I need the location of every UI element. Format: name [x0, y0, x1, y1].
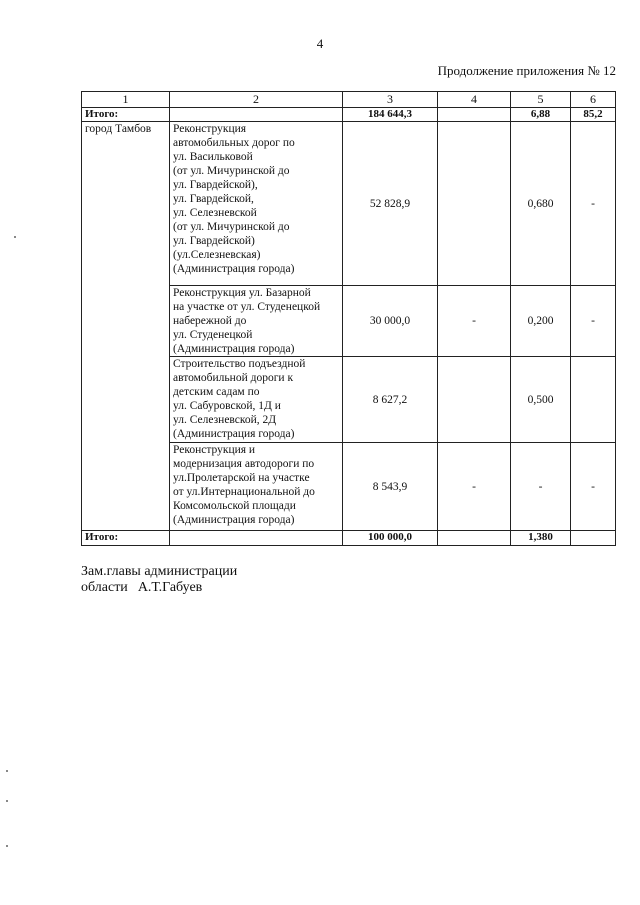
total-sum: 184 644,3 — [343, 107, 438, 121]
row-col4 — [438, 122, 511, 286]
row-cost: 52 828,9 — [343, 122, 438, 286]
header-cell: 3 — [343, 92, 438, 108]
total-length: 6,88 — [511, 107, 571, 121]
row-cost: 8 627,2 — [343, 357, 438, 443]
row-col4: - — [438, 286, 511, 357]
header-cell: 5 — [511, 92, 571, 108]
row-col4 — [438, 357, 511, 443]
row-col6 — [571, 357, 616, 443]
total-col4 — [438, 531, 511, 545]
row-cost: 8 543,9 — [343, 443, 438, 531]
description-line: ул.Пролетарской на участке — [173, 472, 310, 485]
appendix-note: Продолжение приложения № 12 — [437, 63, 616, 78]
description-line: (Администрация города) — [173, 428, 295, 441]
description-line: ул. Студенецкой — [173, 329, 253, 342]
total-col6 — [571, 531, 616, 545]
description-line: модернизация автодороги по — [173, 458, 315, 471]
signature-title: Зам.главы администрации — [81, 564, 238, 579]
total-sum: 100 000,0 — [343, 531, 438, 545]
signature-region: области — [81, 580, 128, 595]
description-line: (от ул. Мичуринской до — [173, 221, 290, 234]
row-length: 0,680 — [511, 122, 571, 286]
page-number: 4 — [316, 36, 324, 51]
description-line: (Администрация города) — [173, 263, 295, 276]
description-line: на участке от ул. Студенецкой — [173, 301, 321, 314]
header-cell: 1 — [82, 92, 170, 108]
scan-speck — [14, 236, 16, 238]
row-length: 0,500 — [511, 357, 571, 443]
description-line: ул. Гвардейской) — [173, 235, 255, 248]
description-line: Реконструкция — [173, 123, 247, 136]
description-line: ул. Гвардейской), — [173, 179, 258, 192]
row-length: - — [511, 443, 571, 531]
row-col4: - — [438, 443, 511, 531]
description-line: Реконструкция и — [173, 444, 256, 457]
total-length: 1,380 — [511, 531, 571, 545]
header-cell: 4 — [438, 92, 511, 108]
signature-block — [81, 564, 237, 596]
description-line: ул. Васильковой — [173, 151, 253, 164]
city-cell: город Тамбов — [82, 122, 170, 531]
description-line: детским садам по — [173, 386, 260, 399]
description-line: автомобильной дороги к — [173, 372, 294, 385]
description-line: ул. Сабуровской, 1Д и — [173, 400, 281, 413]
description-line: (ул.Селезневская) — [173, 249, 261, 262]
total-label: Итого: — [82, 531, 170, 545]
row-description — [170, 286, 343, 357]
description-line: ул. Селезневской, 2Д — [173, 414, 277, 427]
total-label: Итого: — [82, 107, 170, 121]
row-length: 0,200 — [511, 286, 571, 357]
total-col4 — [438, 107, 511, 121]
total-empty-cell — [170, 531, 343, 545]
row-cost: 30 000,0 — [343, 286, 438, 357]
signatory-name: А.Т.Габуев — [137, 580, 203, 595]
scan-speck — [6, 770, 8, 772]
row-description — [170, 122, 343, 286]
header-cell: 2 — [170, 92, 343, 108]
description-line: (Администрация города) — [173, 514, 295, 527]
header-row — [82, 92, 616, 108]
row-description — [170, 357, 343, 443]
description-line: ул. Гвардейской, — [173, 193, 254, 206]
description-line: (Администрация города) — [173, 343, 295, 356]
description-line: Строительство подъездной — [173, 358, 306, 371]
scan-speck — [6, 800, 8, 802]
signature-line — [81, 580, 237, 596]
row-col6: - — [571, 286, 616, 357]
description-line: ул. Селезневской — [173, 207, 257, 220]
description-line: Реконструкция ул. Базарной — [173, 287, 311, 300]
scan-speck — [6, 845, 8, 847]
description-line: от ул.Интернациональной до — [173, 486, 315, 499]
top-total-row — [82, 107, 616, 121]
total-col6: 85,2 — [571, 107, 616, 121]
row-description — [170, 443, 343, 531]
header-cell: 6 — [571, 92, 616, 108]
description-line: автомобильных дорог по — [173, 137, 295, 150]
bottom-total-row — [82, 531, 616, 545]
description-line: Комсомольской площади — [173, 500, 296, 513]
row-col6: - — [571, 122, 616, 286]
description-line: набережной до — [173, 315, 247, 328]
table-row — [82, 122, 616, 286]
data-table — [81, 91, 616, 546]
total-empty-cell — [170, 107, 343, 121]
description-line: (от ул. Мичуринской до — [173, 165, 290, 178]
row-col6: - — [571, 443, 616, 531]
